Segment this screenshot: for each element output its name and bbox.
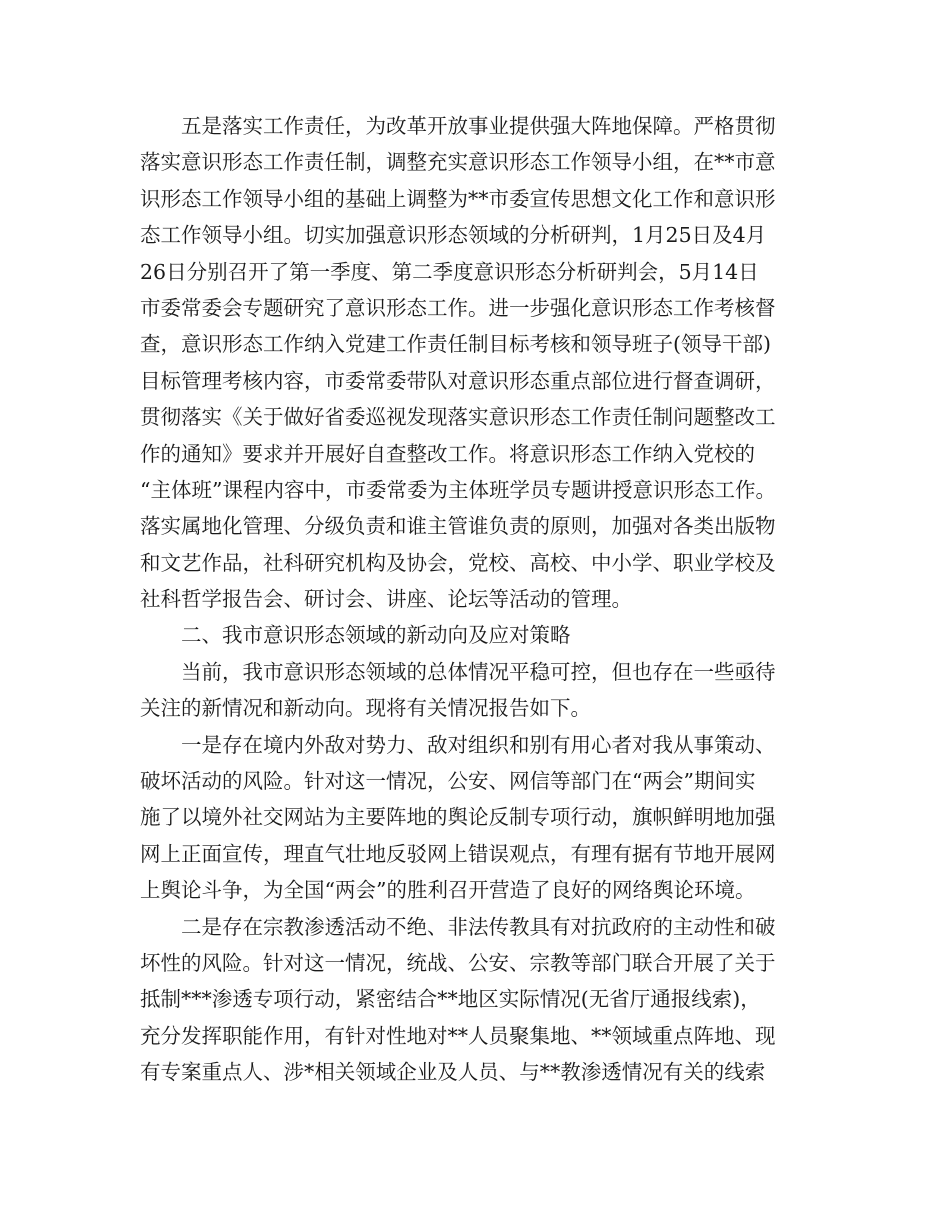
paragraph-line: 目标管理考核内容，市委常委带队对意识形态重点部位进行督查调研，: [140, 368, 776, 393]
paragraph-line: 坏性的风险。针对这一情况，统战、公安、宗教等部门联合开展了关于: [140, 950, 776, 975]
paragraph-line: 二是存在宗教渗透活动不绝、非法传教具有对抗政府的主动性和破: [181, 914, 776, 939]
paragraph-line: 有专案重点人、涉*相关领域企业及人员、与**教渗透情况有关的线索: [140, 1060, 766, 1085]
paragraph-line: 施了以境外社交网站为主要阵地的舆论反制专项行动，旗帜鲜明地加强: [140, 805, 776, 830]
paragraph-line: 五是落实工作责任，为改革开放事业提供强大阵地保障。严格贯彻: [181, 114, 776, 138]
paragraph-line: 贯彻落实《关于做好省委巡视发现落实意识形态工作责任制问题整改工: [140, 405, 776, 430]
paragraph-line: 上舆论斗争，为全国“两会”的胜利召开营造了良好的网络舆论环境。: [140, 878, 756, 903]
section-heading: 二、我市意识形态领域的新动向及应对策略: [181, 623, 571, 648]
paragraph-line: 查，意识形态工作纳入党建工作责任制目标考核和领导班子(领导干部): [140, 332, 771, 357]
paragraph-line: 落实属地化管理、分级负责和谁主管谁负责的原则，加强对各类出版物: [140, 514, 776, 539]
paragraph-line: 网上正面宣传，理直气壮地反驳网上错误观点，有理有据有节地开展网: [140, 841, 776, 866]
paragraph-line: 当前，我市意识形态领域的总体情况平稳可控，但也存在一些亟待: [181, 659, 776, 684]
paragraph-line: 和文艺作品，社科研究机构及协会，党校、高校、中小学、职业学校及: [140, 550, 776, 575]
paragraph-line: 识形态工作领导小组的基础上调整为**市委宣传思想文化工作和意识形: [140, 186, 776, 211]
paragraph-line: 市委常委会专题研究了意识形态工作。进一步强化意识形态工作考核督: [140, 295, 776, 320]
paragraph-line: 抵制***渗透专项行动，紧密结合**地区实际情况(无省厅通报线索)，: [140, 987, 761, 1012]
paragraph-line: 26日分别召开了第一季度、第二季度意识形态分析研判会，5月14日: [140, 259, 759, 284]
paragraph-line: 社科哲学报告会、研讨会、讲座、论坛等活动的管理。: [140, 587, 632, 612]
paragraph-line: 落实意识形态工作责任制，调整充实意识形态工作领导小组，在**市意: [140, 150, 776, 175]
paragraph-line: 破坏活动的风险。针对这一情况，公安、网信等部门在“两会”期间实: [140, 769, 756, 794]
paragraph-line: 态工作领导小组。切实加强意识形态领域的分析研判，1月25日及4月: [140, 223, 767, 248]
paragraph-line: 一是存在境内外敌对势力、敌对组织和别有用心者对我从事策动、: [181, 732, 776, 757]
paragraph-line: 作的通知》要求并开展好自查整改工作。将意识形态工作纳入党校的: [140, 441, 755, 466]
paragraph-line: “主体班”课程内容中，市委常委为主体班学员专题讲授意识形态工作。: [140, 477, 776, 502]
paragraph-line: 关注的新情况和新动向。现将有关情况报告如下。: [140, 696, 591, 721]
paragraph-line: 充分发挥职能作用，有针对性地对**人员聚集地、**领域重点阵地、现: [140, 1023, 776, 1048]
document-body: [140, 108, 830, 1091]
